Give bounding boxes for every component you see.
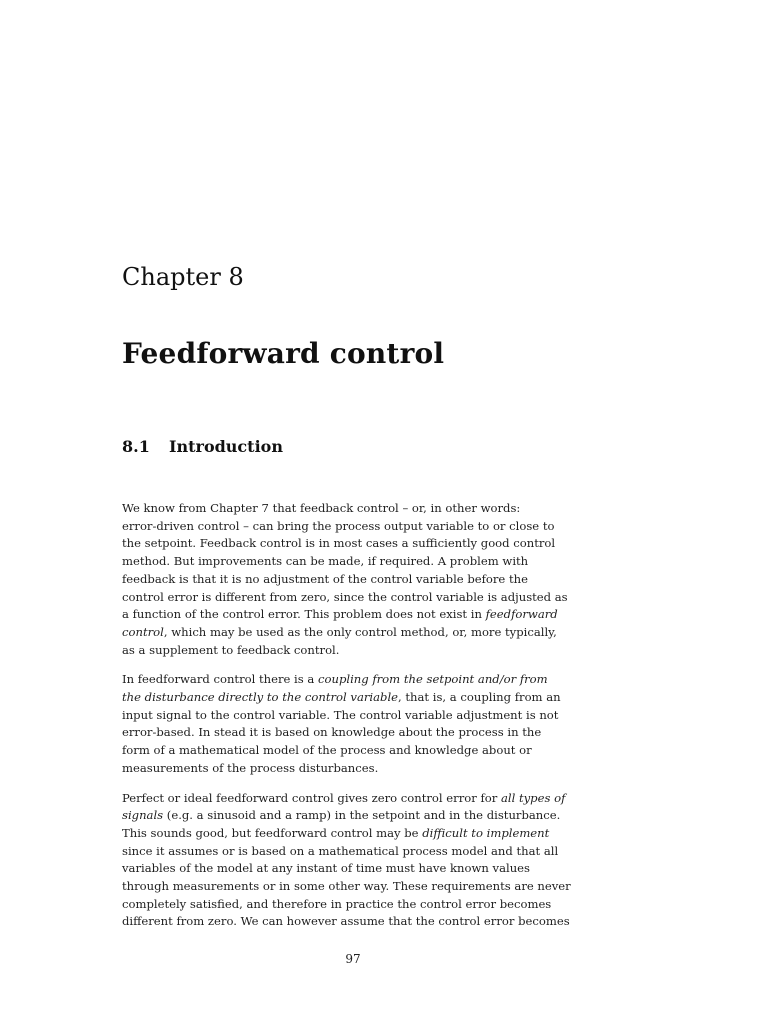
text-line: [122, 913, 592, 931]
text-run: We know from Chapter 7 that feedback control – or, in other words:: [122, 501, 521, 515]
emphasized-text: feedforward: [485, 607, 558, 622]
text-run: the setpoint. Feedback control is in most cases a sufficiently good control: [122, 536, 556, 551]
text-line: [122, 535, 592, 553]
text-line: [122, 707, 592, 725]
text-line: [122, 896, 592, 914]
text-run: feedback is that it is no adjustment of the control variable before the: [122, 571, 528, 586]
emphasized-text: coupling from the setpoint and/or from: [318, 672, 548, 687]
text-run: form of a mathematical model of the process and knowledge about or: [122, 743, 532, 758]
text-line: [122, 518, 592, 536]
text-line: [122, 807, 592, 825]
chapter-title: Feedforward control: [122, 337, 445, 370]
text-run: as a supplement to feedback control.: [122, 642, 340, 657]
text-run: , which may be used as the only control method, or, more typically,: [163, 624, 557, 639]
text-run: measurements of the process disturbances.: [122, 760, 379, 775]
text-line: [122, 860, 592, 878]
text-line: [122, 553, 592, 571]
paragraph: [122, 671, 592, 777]
text-line: [122, 671, 592, 689]
text-line: [122, 790, 592, 808]
text-run: , that is, a coupling from an: [398, 690, 561, 705]
page-number: 97: [345, 952, 361, 966]
text-run: In feedforward control there is a: [122, 672, 318, 687]
text-line: [122, 742, 592, 760]
text-line: [122, 624, 592, 642]
emphasized-text: signals: [122, 808, 164, 823]
text-run: This sounds good, but feedforward control may be: [122, 825, 423, 840]
text-run: (e.g. a sinusoid and a ramp) in the setpoint and in the disturbance.: [163, 808, 561, 823]
chapter-label: Chapter 8: [122, 263, 244, 291]
text-run: method. But improvements can be made, if required. A problem with: [122, 554, 529, 569]
text-line: [122, 878, 592, 896]
emphasized-text: control: [122, 624, 164, 639]
emphasized-text: the disturbance directly to the control variable: [122, 690, 399, 705]
text-run: error-based. In stead it is based on knowledge about the process in the: [122, 725, 542, 740]
section-heading: [122, 436, 283, 458]
section-title: Introduction: [169, 437, 283, 456]
paragraph: [122, 500, 592, 659]
text-run: variables of the model at any instant of time must have known values: [122, 861, 530, 876]
text-run: completely satisfied, and therefore in practice the control error becomes: [122, 896, 552, 911]
text-line: [122, 606, 592, 624]
section-number: 8.1: [122, 437, 150, 456]
paragraph: [122, 790, 592, 932]
text-line: [122, 571, 592, 589]
text-line: [122, 825, 592, 843]
text-run: error-driven control – can bring the process output variable to or close to: [122, 518, 555, 533]
text-line: [122, 500, 592, 518]
emphasized-text: all types of: [500, 790, 566, 805]
text-line: [122, 689, 592, 707]
text-line: [122, 589, 592, 607]
text-run: a function of the control error. This problem does not exist in: [122, 607, 486, 622]
emphasized-text: difficult to implement: [422, 825, 550, 840]
body-text: [122, 500, 592, 943]
text-line: [122, 642, 592, 660]
text-run: different from zero. We can however assume that the control error becomes: [122, 914, 570, 929]
text-run: since it assumes or is based on a mathematical process model and that all: [122, 843, 559, 858]
text-line: [122, 843, 592, 861]
text-run: through measurements or in some other way. These requirements are never: [122, 879, 571, 894]
text-run: input signal to the control variable. The control variable adjustment is not: [122, 707, 559, 722]
text-run: control error is different from zero, since the control variable is adjusted as: [122, 589, 568, 604]
text-line: [122, 724, 592, 742]
text-line: [122, 760, 592, 778]
text-run: Perfect or ideal feedforward control gives zero control error for: [122, 790, 501, 805]
